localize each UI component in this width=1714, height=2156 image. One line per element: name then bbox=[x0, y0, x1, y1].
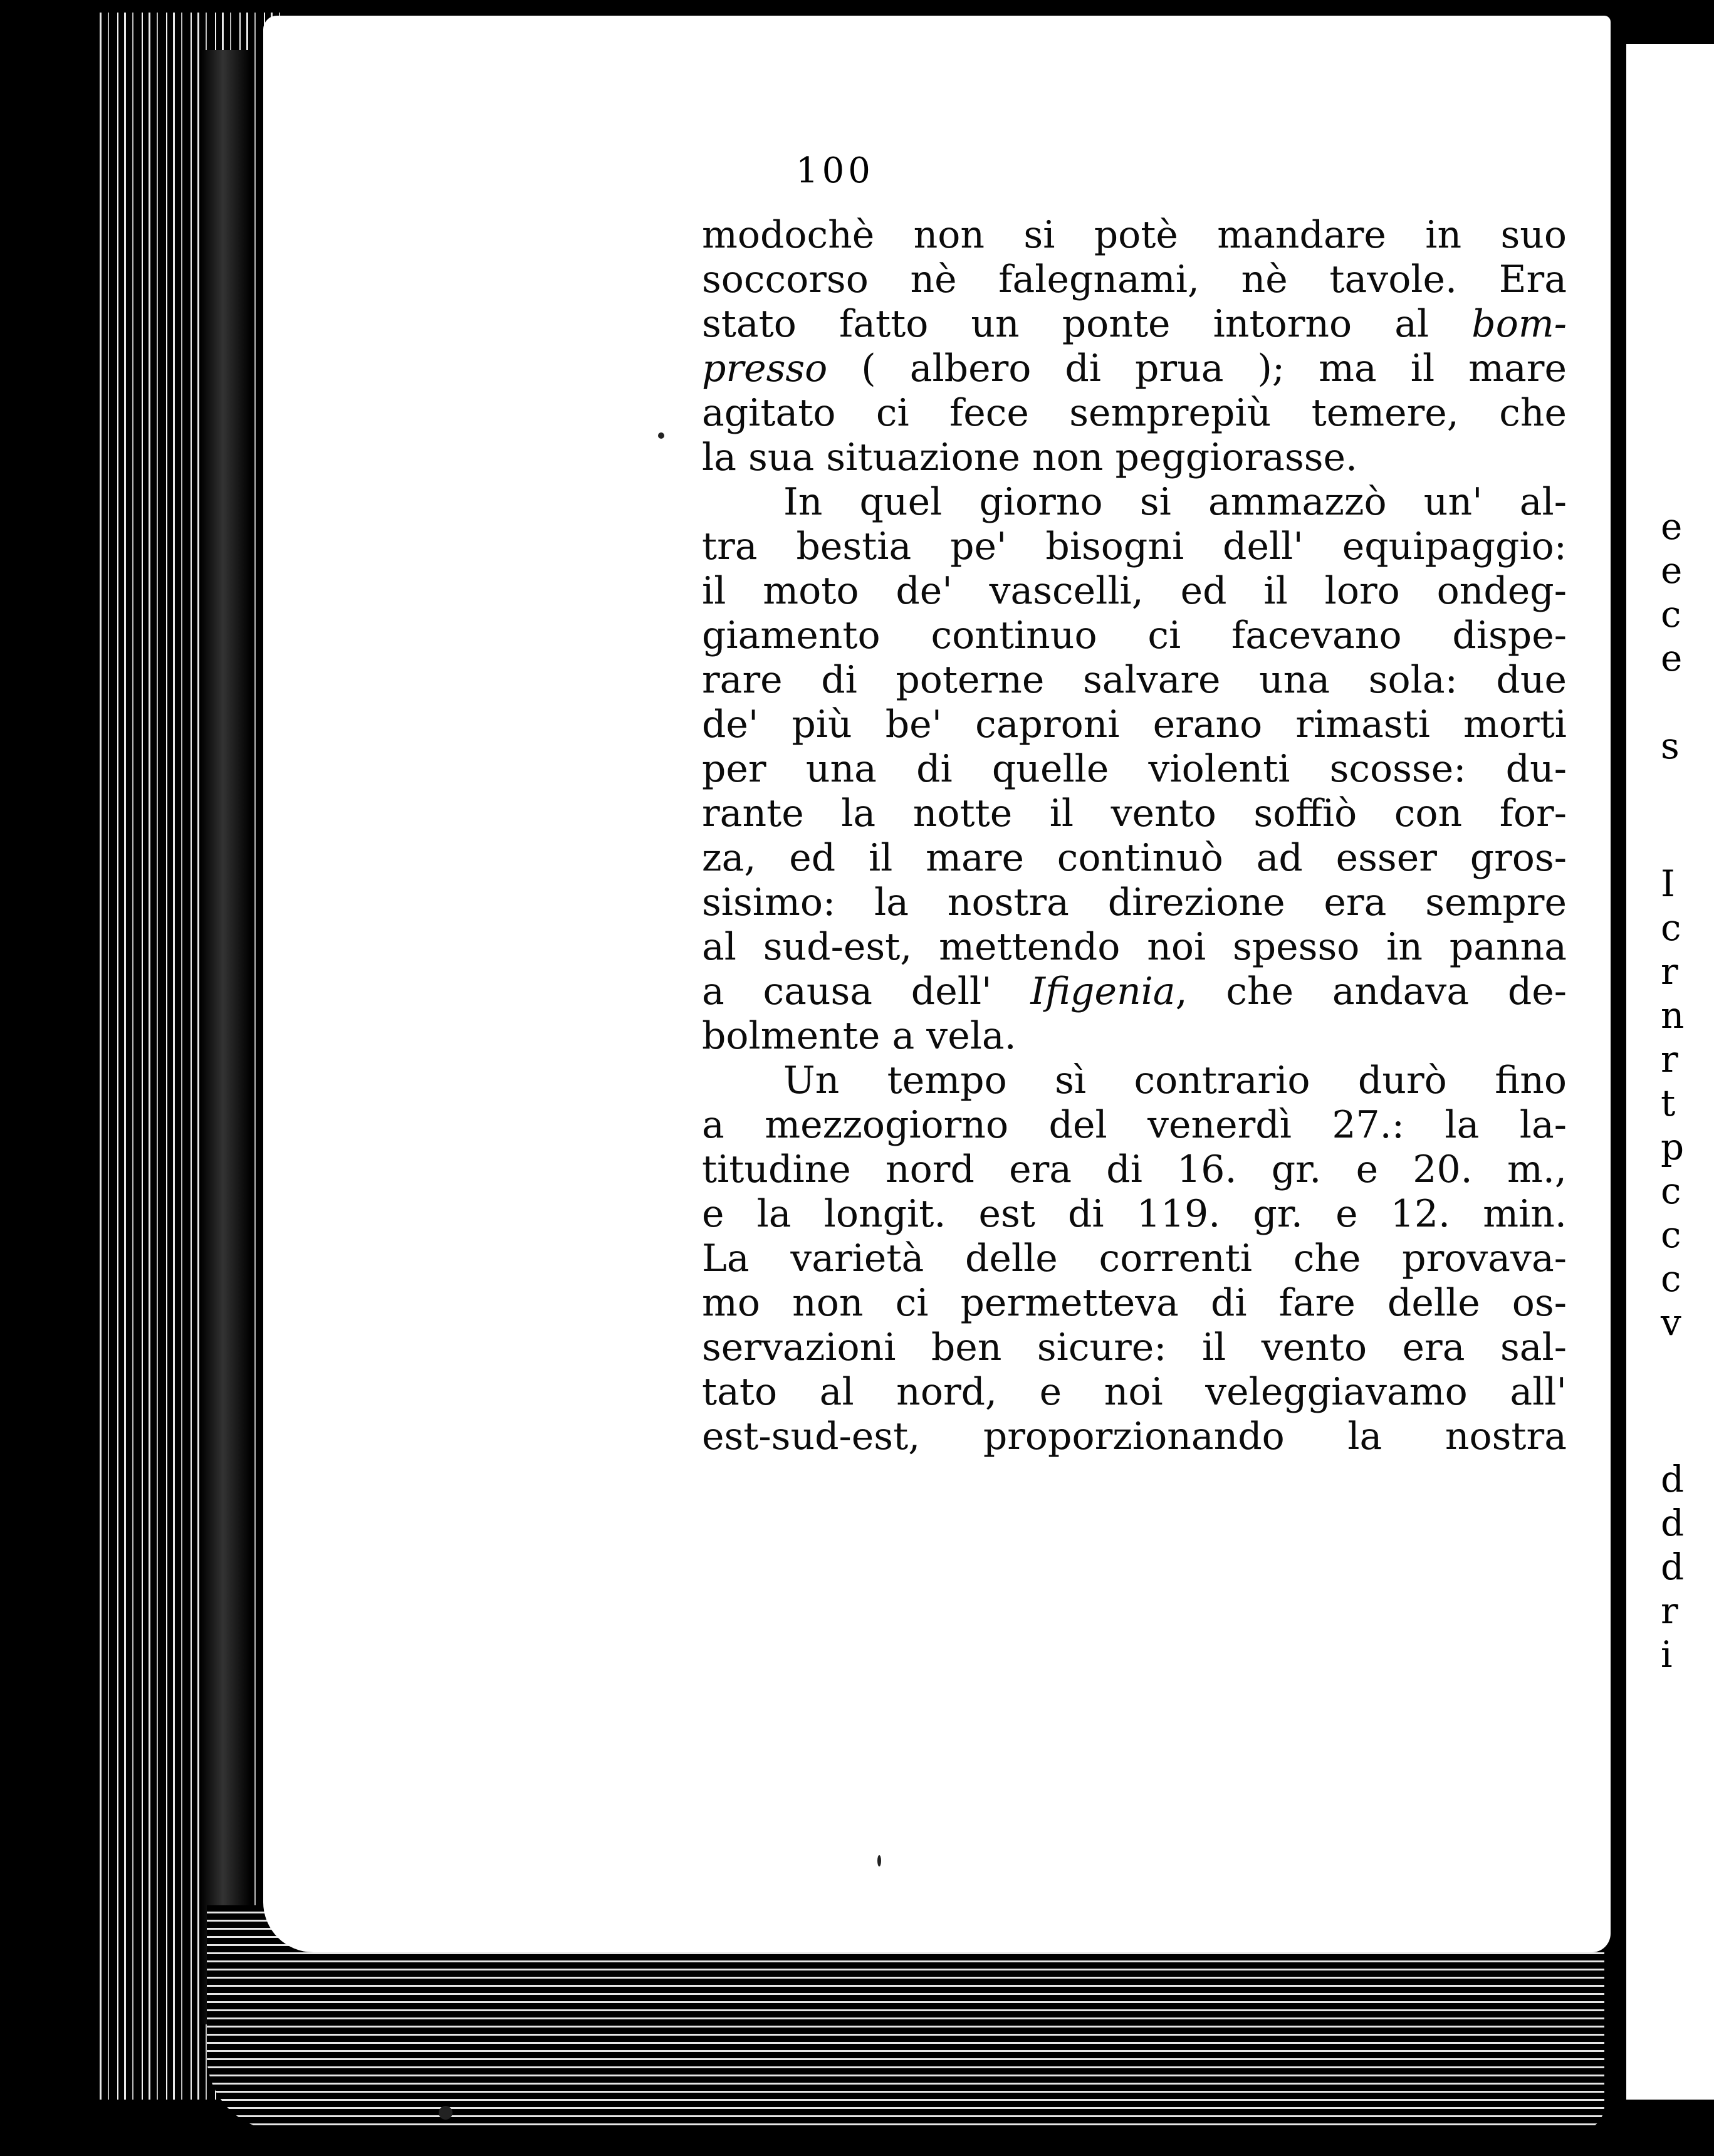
text-line bbox=[702, 658, 1567, 702]
text-line bbox=[702, 1014, 1567, 1058]
text-run: Un tempo sì contrario durò fino bbox=[783, 1059, 1567, 1102]
facing-page-letter: d bbox=[1661, 1546, 1685, 1588]
text-run: est-sud-est, proporzionando la nostra bbox=[702, 1415, 1567, 1458]
text-line bbox=[702, 213, 1567, 257]
text-line bbox=[702, 258, 1567, 301]
facing-page-letter: r bbox=[1661, 950, 1678, 993]
text-run: La varietà delle correnti che provava- bbox=[702, 1237, 1567, 1280]
facing-page-letter: r bbox=[1661, 1038, 1678, 1081]
facing-page-letter: e bbox=[1661, 505, 1683, 548]
text-run: tra bestia pe' bisogni dell' equipaggio: bbox=[702, 525, 1567, 568]
text-run: agitato ci fece semprepiù temere, che bbox=[702, 391, 1567, 435]
text-run: giamento continuo ci facevano dispe- bbox=[702, 614, 1567, 657]
book-page-edges bbox=[94, 13, 282, 2100]
text-line bbox=[702, 836, 1567, 880]
text-line bbox=[702, 1326, 1567, 1369]
text-run: tato al nord, e noi veleggiavamo all' bbox=[702, 1370, 1567, 1414]
facing-page-letter: e bbox=[1661, 637, 1683, 679]
text-line bbox=[702, 1415, 1567, 1458]
text-line bbox=[702, 391, 1567, 435]
gutter-shadow bbox=[201, 50, 251, 2024]
ink-speck bbox=[658, 432, 664, 439]
text-run: de' più be' caproni erano rimasti morti bbox=[702, 703, 1567, 746]
text-line bbox=[702, 302, 1567, 346]
facing-page-letter: p bbox=[1661, 1126, 1685, 1168]
text-line bbox=[702, 436, 1567, 479]
text-run: In quel giorno si ammazzò un' al- bbox=[783, 480, 1567, 524]
facing-page-letter: c bbox=[1661, 593, 1681, 636]
text-line bbox=[702, 703, 1567, 746]
facing-page-letter: c bbox=[1661, 1257, 1681, 1300]
text-run: stato fatto un ponte intorno al bbox=[702, 302, 1472, 346]
text-line bbox=[702, 881, 1567, 924]
text-line bbox=[702, 1370, 1567, 1414]
italic-text: bom- bbox=[1471, 302, 1567, 346]
text-run: rare di poterne salvare una sola: due bbox=[702, 658, 1567, 702]
facing-page-letter: e bbox=[1661, 549, 1683, 592]
facing-page-letter: c bbox=[1661, 1170, 1681, 1212]
text-run: , che andava de- bbox=[1175, 970, 1567, 1013]
text-line bbox=[702, 925, 1567, 969]
text-run: e la longit. est di 119. gr. e 12. min. bbox=[702, 1192, 1567, 1236]
text-line bbox=[702, 970, 1567, 1013]
text-run: la sua situazione non peggiorasse. bbox=[702, 436, 1358, 479]
text-run: za, ed il mare continuò ad esser gros- bbox=[702, 836, 1567, 880]
text-run: soccorso nè falegnami, nè tavole. Era bbox=[702, 258, 1567, 301]
text-run: ( albero di prua ); ma il mare bbox=[827, 347, 1567, 390]
italic-text: Ifigenia bbox=[1030, 970, 1176, 1013]
facing-page-letter: c bbox=[1661, 1213, 1681, 1256]
text-run: al sud-est, mettendo noi spesso in panna bbox=[702, 925, 1567, 969]
facing-page-letter: I bbox=[1661, 862, 1675, 905]
text-line bbox=[702, 1237, 1567, 1280]
facing-page-letter: t bbox=[1661, 1082, 1676, 1124]
text-run: a causa dell' bbox=[702, 970, 1031, 1013]
text-line bbox=[702, 747, 1567, 791]
facing-page-letter: r bbox=[1661, 1589, 1678, 1632]
text-line bbox=[702, 347, 1567, 390]
italic-text: presso bbox=[702, 347, 828, 390]
facing-page-letter: n bbox=[1661, 994, 1685, 1037]
text-line bbox=[702, 1103, 1567, 1147]
facing-page-letter: c bbox=[1661, 906, 1681, 949]
facing-page-letter: d bbox=[1661, 1502, 1685, 1544]
text-run: titudine nord era di 16. gr. e 20. m., bbox=[702, 1148, 1567, 1191]
text-run: il moto de' vascelli, ed il loro ondeg- bbox=[702, 569, 1567, 613]
text-run: servazioni ben sicure: il vento era sal- bbox=[702, 1326, 1567, 1369]
text-line bbox=[783, 1059, 1567, 1102]
text-run: rante la notte il vento soffiò con for- bbox=[702, 792, 1567, 835]
page-number: 100 bbox=[796, 150, 874, 191]
text-run: sisimo: la nostra direzione era sempre bbox=[702, 881, 1567, 924]
text-line bbox=[702, 1281, 1567, 1325]
text-run: per una di quelle violenti scosse: du- bbox=[702, 747, 1567, 791]
facing-page-letter: d bbox=[1661, 1458, 1685, 1500]
text-line bbox=[702, 525, 1567, 568]
facing-page-letter: i bbox=[1661, 1633, 1673, 1676]
text-run: a mezzogiorno del venerdì 27.: la la- bbox=[702, 1103, 1567, 1147]
ink-speck bbox=[877, 1855, 881, 1866]
text-run: modochè non si potè mandare in suo bbox=[702, 213, 1567, 257]
facing-page-letter: v bbox=[1661, 1301, 1681, 1344]
text-run: bolmente a vela. bbox=[702, 1014, 1016, 1058]
text-line bbox=[783, 480, 1567, 524]
text-run: mo non ci permetteva di fare delle os- bbox=[702, 1281, 1567, 1325]
text-line bbox=[702, 614, 1567, 657]
text-line bbox=[702, 1148, 1567, 1191]
ink-speck bbox=[439, 2106, 452, 2120]
text-line bbox=[702, 792, 1567, 835]
text-line bbox=[702, 569, 1567, 613]
facing-page-letter: s bbox=[1661, 725, 1680, 767]
text-line bbox=[702, 1192, 1567, 1236]
